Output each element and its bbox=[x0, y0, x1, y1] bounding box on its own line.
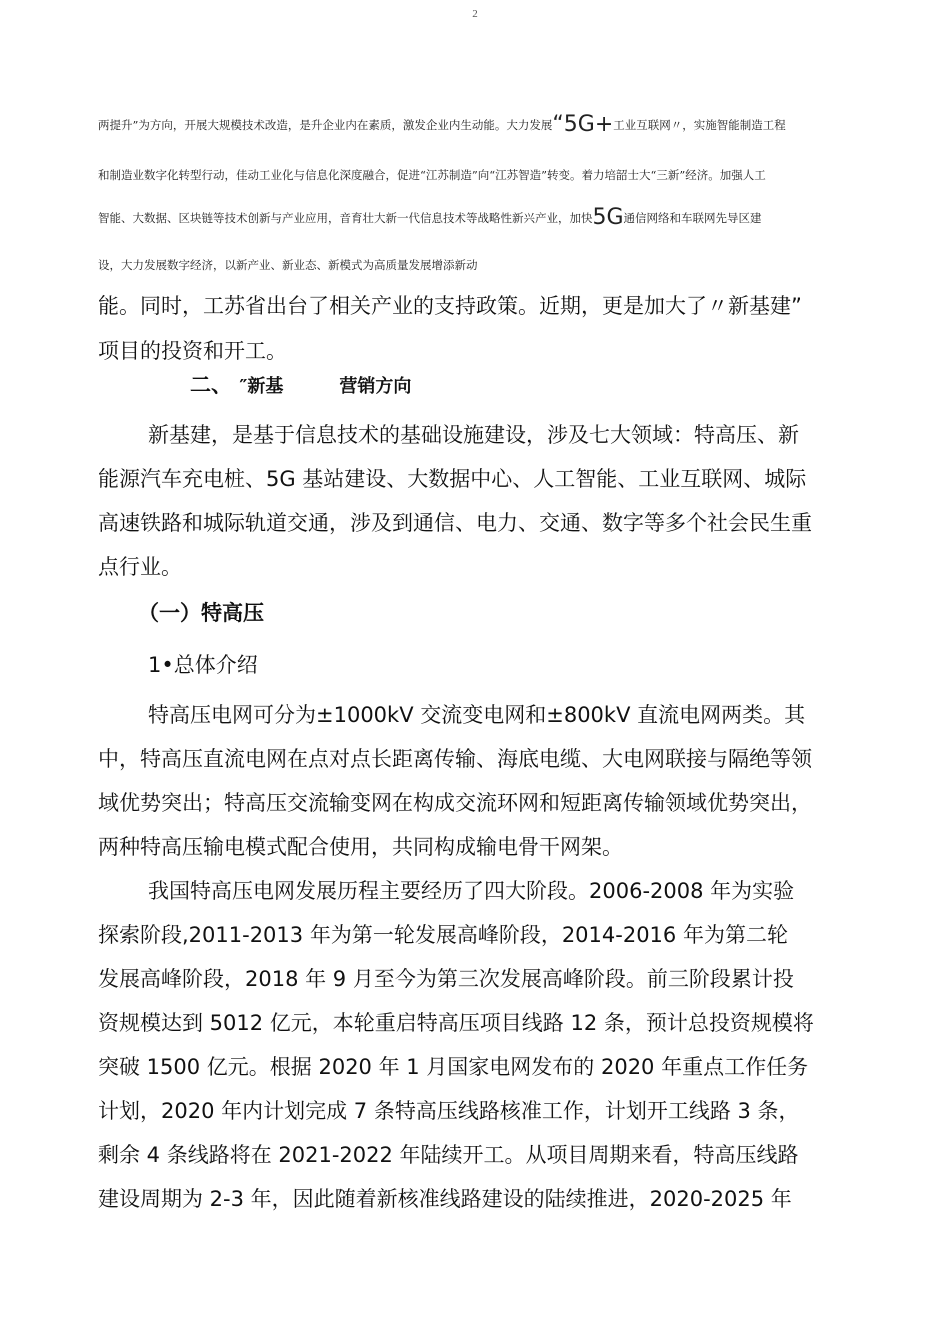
small-text-line-2: 和制造业数字化转型行动，佳动工业化与信息化深度融合，促进“江苏制造”向“江苏智造”转变。着力培韶士大“三新”经济。加强人工 bbox=[98, 168, 766, 182]
emphasis-text: “5G+ bbox=[552, 112, 614, 137]
body-line: 项目的投资和开工。 bbox=[98, 339, 287, 363]
body-line: 能源汽车充电桩、5G 基站建设、大数据中心、人工智能、工业互联网、城际 bbox=[98, 467, 807, 491]
small-text: 智能、大数据、区块链等技术创新与产业应用，音育壮大新一代信息技术等战略性新兴产业，加快 bbox=[98, 211, 593, 225]
body-line: 发展高峰阶段，2018 年 9 月至今为第三次发展高峰阶段。前三阶段累计投 bbox=[98, 967, 794, 991]
body-line: 特高压电网可分为±1000kV 交流变电网和±800kV 直流电网两类。其 bbox=[148, 703, 806, 727]
section-number: 二、 bbox=[190, 373, 232, 397]
body-line: 能。同时，工苏省出台了相关产业的支持政策。近期，更是加大了〃新基建” bbox=[98, 294, 802, 318]
body-line: 剩余 4 条线路将在 2021-2022 年陆续开工。从项目周期来看，特高压线路 bbox=[98, 1143, 799, 1167]
section-title-part: 营销方向 bbox=[339, 376, 412, 397]
subsubheading: 1•总体介绍 bbox=[148, 653, 258, 677]
emphasis-text: 5G bbox=[592, 205, 624, 230]
body-line: 中，特高压直流电网在点对点长距离传输、海底电缆、大电网联接与隔绝等领 bbox=[98, 747, 812, 771]
body-line: 突破 1500 亿元。根据 2020 年 1 月国家电网发布的 2020 年重点工作任务 bbox=[98, 1055, 809, 1079]
body-line: 域优势突出；特高压交流输变网在构成交流环网和短距离传输领域优势突出， bbox=[98, 791, 812, 815]
section-heading bbox=[190, 372, 950, 400]
body-line: 计划，2020 年内计划完成 7 条特高压线路核准工作，计划开工线路 3 条， bbox=[98, 1099, 800, 1123]
subheading: （一）特高压 bbox=[138, 601, 264, 625]
body-line: 点行业。 bbox=[98, 555, 182, 579]
small-text: 工业互联网〃，实施智能制造工程 bbox=[613, 118, 786, 132]
body-line: 探索阶段,2011-2013 年为第一轮发展高峰阶段，2014-2016 年为第二轮 bbox=[98, 923, 788, 947]
small-text-line-4: 设，大力发展数字经济，以新产业、新业态、新模式为高质量发展增添新动 bbox=[98, 258, 478, 272]
small-text: 通信网络和车联网先导区建 bbox=[623, 211, 762, 225]
page-number: 2 bbox=[472, 8, 478, 20]
body-line: 高速铁路和城际轨道交通，涉及到通信、电力、交通、数字等多个社会民生重 bbox=[98, 511, 812, 535]
small-text-line-3 bbox=[98, 205, 858, 230]
body-line: 资规模达到 5012 亿元，本轮重启特高压项目线路 12 条，预计总投资规模将 bbox=[98, 1011, 814, 1035]
body-line: 两种特高压输电模式配合使用，共同构成输电骨干网架。 bbox=[98, 835, 623, 859]
body-line: 新基建，是基于信息技术的基础设施建设，涉及七大领域：特高压、新 bbox=[148, 423, 799, 447]
small-text-line-1 bbox=[98, 112, 858, 137]
section-title-part: ″新基 bbox=[239, 376, 284, 397]
small-text: 两提升”为方向，开展大规模技术改造，是升企业内在素质，激发企业内生动能。大力发展 bbox=[98, 118, 553, 132]
body-line: 我国特高压电网发展历程主要经历了四大阶段。2006-2008 年为实验 bbox=[148, 879, 795, 903]
body-line: 建设周期为 2-3 年，因此随着新核准线路建设的陆续推进，2020-2025 年 bbox=[98, 1187, 792, 1211]
